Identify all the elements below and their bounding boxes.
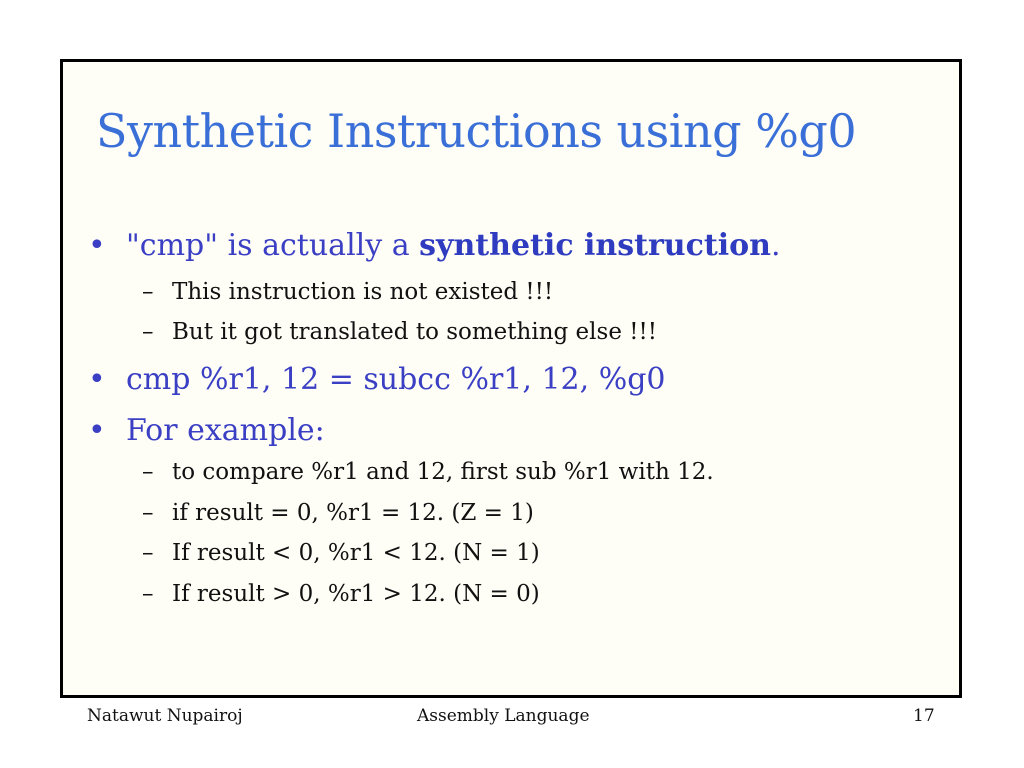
sub-item-text: if result = 0, %r1 = 12. (Z = 1) [172, 500, 534, 526]
bullet-text: cmp %r1, 12 = subcc %r1, 12, %g0 [126, 362, 666, 397]
bullet-text-bold: synthetic instruction [419, 228, 771, 263]
dash-icon: – [142, 500, 154, 526]
bullet-text [126, 228, 781, 263]
footer-author: Natawut Nupairoj [87, 706, 243, 726]
bullet-icon: • [88, 362, 106, 397]
bullet-icon: • [88, 413, 106, 448]
dash-icon: – [142, 279, 154, 305]
sub-item-text: If result > 0, %r1 > 12. (N = 0) [172, 581, 540, 607]
footer-course: Assembly Language [417, 706, 590, 726]
dash-icon: – [142, 319, 154, 345]
footer-page-number: 17 [913, 706, 935, 726]
dash-icon: – [142, 581, 154, 607]
sub-item-text: This instruction is not existed !!! [172, 279, 554, 305]
bullet-text-prefix: "cmp" is actually a [126, 228, 420, 263]
dash-icon: – [142, 459, 154, 485]
sub-item-text: to compare %r1 and 12, first sub %r1 with 12. [172, 459, 714, 485]
bullet-text: For example: [126, 413, 325, 448]
bullet-icon: • [88, 228, 106, 263]
slide-title: Synthetic Instructions using %g0 [96, 104, 857, 158]
sub-item-text: If result < 0, %r1 < 12. (N = 1) [172, 540, 540, 566]
dash-icon: – [142, 540, 154, 566]
sub-item-text: But it got translated to something else !!! [172, 319, 657, 345]
bullet-text-suffix: . [770, 228, 781, 263]
